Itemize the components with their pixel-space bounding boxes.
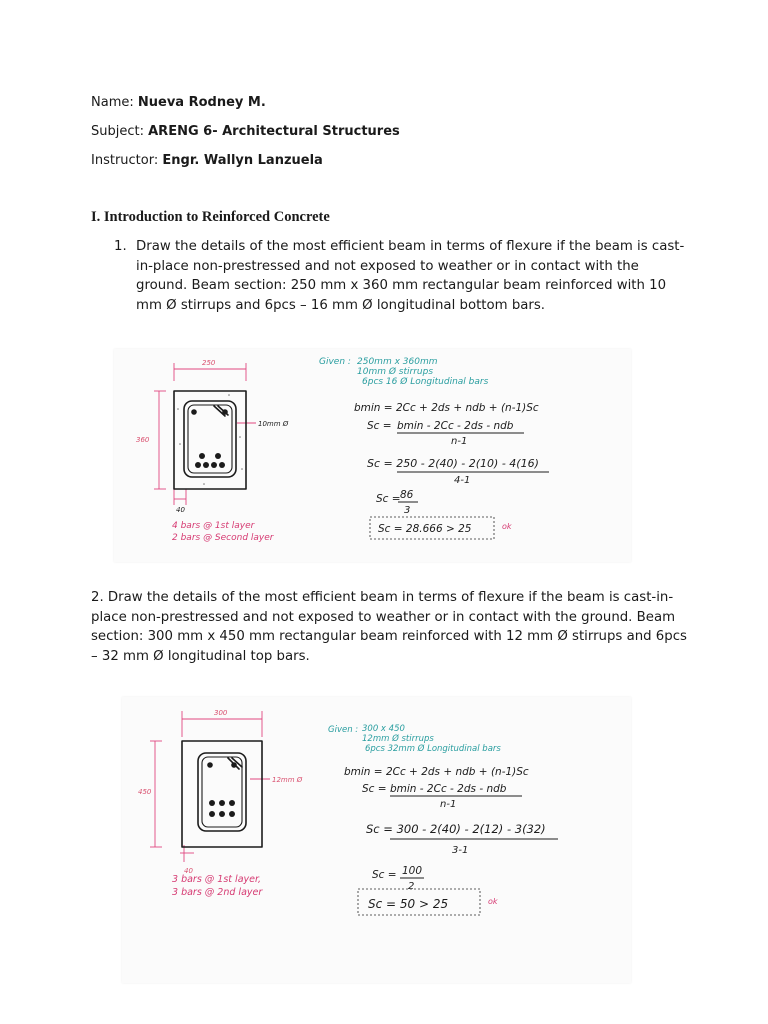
sketch-2-eq2-lhs: Sc = xyxy=(362,783,387,795)
sketch-1-note-1: 4 bars @ 1st layer xyxy=(172,521,255,531)
sketch-2-photo xyxy=(122,697,631,983)
sketch-2-ok: ok xyxy=(488,897,498,906)
sketch-2-result: Sc = 50 > 25 xyxy=(368,897,449,911)
sketch-1-given-label: Given : xyxy=(319,357,351,367)
sketch-2-eq2-num: bmin - 2Cc - 2ds - ndb xyxy=(390,783,507,795)
sketch-1-dim-width: 250 xyxy=(202,359,216,367)
sketch-2-dim-height: 450 xyxy=(138,788,152,796)
instructor-label: Instructor: xyxy=(91,153,159,168)
sketch-1-stirrup-label: 10mm Ø xyxy=(258,420,289,428)
sketch-1-eq4-num: 86 xyxy=(400,489,414,501)
sketch-2-given-label: Given : xyxy=(328,725,359,735)
sketch-1-given-1: 250mm x 360mm xyxy=(357,357,438,367)
sketch-2-eq2-den: n-1 xyxy=(440,799,457,810)
sketch-1-result: Sc = 28.666 > 25 xyxy=(378,523,472,535)
sketch-1-photo xyxy=(114,349,631,562)
sketch-2-eq3-den: 3-1 xyxy=(452,845,469,856)
name-label: Name: xyxy=(91,95,134,110)
sketch-1-eq3-num: Sc = 250 - 2(40) - 2(10) - 4(16) xyxy=(367,457,539,470)
sketch-1-eq1: bmin = 2Cc + 2ds + ndb + (n-1)Sc xyxy=(354,402,539,414)
sketch-2-note-2: 3 bars @ 2nd layer xyxy=(172,887,263,898)
sketch-2-given-1: 300 x 450 xyxy=(362,724,405,734)
sketch-2-eq3-num: Sc = 300 - 2(40) - 2(12) - 3(32) xyxy=(366,822,546,836)
subject-line xyxy=(91,124,400,140)
question-2-text: 2. Draw the details of the most efficient beam in terms of flexure if the beam is cast-in-place non-prestressed and not exposed to weather or in contact with the ground. Beam section: 300 mm x 450 mm rectangular beam reinforced with 12 mm Ø stirrups and 6pcs – 32 mm Ø longitudinal top bars. xyxy=(91,590,687,664)
sketch-1-dim-height: 360 xyxy=(136,436,150,444)
section-title: I. Introduction to Reinforced Concrete xyxy=(91,209,330,225)
subject-value: ARENG 6- Architectural Structures xyxy=(148,124,400,139)
sketch-2-dim-width: 300 xyxy=(214,709,228,717)
instructor-value: Engr. Wallyn Lanzuela xyxy=(162,153,323,168)
sketch-1-ok: ok xyxy=(502,522,512,531)
sketch-1-note-2: 2 bars @ Second layer xyxy=(172,533,274,543)
sketch-2-dim-cover: 40 xyxy=(184,867,193,875)
question-2-number: 2. xyxy=(91,590,104,605)
sketch-2-eq4-den: 2 xyxy=(408,881,415,892)
sketch-1-eq2-lhs: Sc = xyxy=(367,420,392,432)
sketch-2-drawing xyxy=(122,697,631,983)
question-1-number: 1. xyxy=(114,239,127,254)
sketch-1-eq4-den: 3 xyxy=(404,505,411,516)
name-line xyxy=(91,95,266,111)
sketch-1-drawing xyxy=(114,349,631,562)
sketch-1-eq2-num: bmin - 2Cc - 2ds - ndb xyxy=(397,420,514,432)
sketch-1-given-3: 6pcs 16 Ø Longitudinal bars xyxy=(362,377,489,387)
sketch-2-eq1: bmin = 2Cc + 2ds + ndb + (n-1)Sc xyxy=(344,766,529,778)
sketch-2-given-2: 12mm Ø stirrups xyxy=(362,734,434,744)
sketch-2-eq4-num: 100 xyxy=(402,865,423,877)
sketch-1-dim-cover: 40 xyxy=(176,506,185,514)
sketch-2-eq4-lhs: Sc = xyxy=(372,869,397,881)
instructor-line xyxy=(91,153,323,169)
question-1-text: Draw the details of the most efficient beam in terms of flexure if the beam is cast-in-place non-prestressed and not exposed to weather or in contact with the ground. Beam section: 250 mm x 360 mm rectangular beam reinforced with 10 mm Ø stirrups and 6pcs – 16 mm Ø longitudinal bottom bars. xyxy=(136,239,685,313)
name-value: Nueva Rodney M. xyxy=(137,95,266,110)
sketch-1-eq3-den: 4-1 xyxy=(454,475,471,486)
sketch-2-stirrup-label: 12mm Ø xyxy=(272,776,303,784)
sketch-2-note-1: 3 bars @ 1st layer, xyxy=(172,874,262,885)
sketch-1-eq4-lhs: Sc = xyxy=(376,493,401,505)
subject-label: Subject: xyxy=(91,124,144,139)
sketch-1-given-2: 10mm Ø stirrups xyxy=(357,367,434,377)
sketch-1-eq2-den: n-1 xyxy=(451,436,468,447)
sketch-2-given-3: 6pcs 32mm Ø Longitudinal bars xyxy=(365,744,501,754)
